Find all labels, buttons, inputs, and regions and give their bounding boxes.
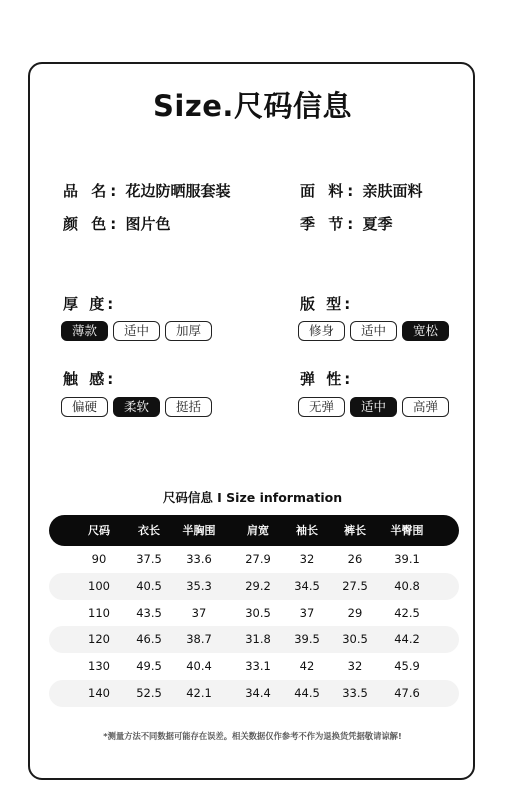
- size-table-cell: 52.5: [136, 685, 162, 700]
- size-table-cell: 100: [88, 578, 110, 593]
- info-season: [300, 213, 392, 234]
- info-name-value: 花边防晒服套装: [125, 182, 231, 200]
- elasticity-option: 高弹: [402, 397, 449, 417]
- info-fabric: [300, 180, 422, 201]
- thickness-option: 适中: [113, 321, 160, 341]
- size-table-cell: 47.6: [394, 685, 420, 700]
- size-table-cell: 42: [299, 659, 315, 674]
- elasticity-option: 无弹: [298, 397, 345, 417]
- size-table-cell: 42.1: [186, 685, 212, 700]
- info-season-value: 夏季: [362, 215, 393, 233]
- info-color-key: 颜 色:: [63, 215, 121, 233]
- size-table-cell: 33.6: [186, 552, 212, 566]
- size-table-header: [49, 515, 459, 546]
- elasticity-option-selected: 适中: [350, 397, 397, 417]
- fit-label: 版 型:: [300, 295, 354, 313]
- size-table-cell: 31.8: [245, 632, 271, 647]
- info-fabric-value: 亲肤面料: [362, 182, 423, 200]
- size-table-header-cell: 裤长: [344, 524, 366, 537]
- elasticity-label: 弹 性:: [300, 370, 354, 388]
- info-color-value: 图片色: [125, 215, 171, 233]
- size-table-cell: 40.8: [394, 578, 420, 593]
- size-table-row: [49, 680, 459, 707]
- size-table-header-cell: 肩宽: [247, 524, 269, 537]
- size-table-cell: 29: [347, 605, 363, 620]
- size-table-body: [49, 546, 459, 707]
- feel-option: 挺括: [165, 397, 212, 417]
- size-table-cell: 32: [347, 659, 363, 674]
- page-title: Size.尺码信息: [153, 89, 352, 123]
- fit-option: 修身: [298, 321, 345, 341]
- feel-option-selected: 柔软: [113, 397, 160, 417]
- size-table-row: [49, 546, 459, 573]
- size-table-row: [49, 573, 459, 600]
- size-table-cell: 26: [347, 552, 363, 566]
- size-table-cell: 42.5: [394, 605, 420, 620]
- size-table-cell: 27.9: [245, 552, 271, 566]
- size-table-cell: 39.5: [294, 632, 320, 647]
- fit-options: [298, 321, 449, 341]
- size-table-cell: 120: [88, 632, 110, 647]
- info-fabric-key: 面 料:: [300, 182, 358, 200]
- size-table-header-cell: 衣长: [138, 524, 160, 537]
- feel-options: [61, 397, 212, 417]
- size-table-cell: 140: [88, 685, 110, 700]
- size-table-cell: 39.1: [394, 552, 420, 566]
- elasticity-options: [298, 397, 449, 417]
- fit-option: 适中: [350, 321, 397, 341]
- info-season-key: 季 节:: [300, 215, 358, 233]
- size-table-cell: 33.5: [342, 685, 368, 700]
- info-name: [63, 180, 230, 201]
- size-table-cell: 130: [88, 659, 110, 674]
- thickness-label: 厚 度:: [63, 295, 117, 313]
- size-table-cell: 30.5: [245, 605, 271, 620]
- size-table-cell: 34.5: [294, 578, 320, 593]
- measurement-note: *测量方法不同数据可能存在误差。相关数据仅作参考不作为退换货凭据敬请谅解!: [103, 731, 402, 741]
- size-table-cell: 35.3: [186, 578, 212, 593]
- thickness-option: 加厚: [165, 321, 212, 341]
- size-table-cell: 37.5: [136, 552, 162, 566]
- size-table-row: [49, 653, 459, 680]
- size-table-cell: 27.5: [342, 578, 368, 593]
- size-table-cell: 44.5: [294, 685, 320, 700]
- size-table-cell: 33.1: [245, 659, 271, 674]
- size-table-header-cell: 袖长: [296, 524, 318, 537]
- size-table-cell: 29.2: [245, 578, 271, 593]
- size-table-cell: 46.5: [136, 632, 162, 647]
- size-table-cell: 34.4: [245, 685, 271, 700]
- size-table-row: [49, 600, 459, 627]
- size-table-cell: 40.5: [136, 578, 162, 593]
- size-table-cell: 110: [88, 605, 110, 620]
- size-table-title: 尺码信息 I Size information: [162, 490, 343, 505]
- feel-option: 偏硬: [61, 397, 108, 417]
- size-table-cell: 30.5: [342, 632, 368, 647]
- feel-label: 触 感:: [63, 370, 117, 388]
- size-table-cell: 40.4: [186, 659, 212, 674]
- size-table-cell: 32: [299, 552, 315, 566]
- info-color: [63, 213, 170, 234]
- size-table-cell: 45.9: [394, 659, 420, 674]
- fit-option-selected: 宽松: [402, 321, 449, 341]
- size-table-row: [49, 626, 459, 653]
- size-table-header-cell: 尺码: [88, 524, 110, 537]
- thickness-options: [61, 321, 212, 341]
- info-name-key: 品 名:: [63, 182, 121, 200]
- size-table-cell: 37: [191, 605, 207, 620]
- size-table-cell: 44.2: [394, 632, 420, 647]
- thickness-option-selected: 薄款: [61, 321, 108, 341]
- size-table-cell: 38.7: [186, 632, 212, 647]
- size-table-header-cell: 半臀围: [390, 524, 424, 537]
- size-table-cell: 90: [91, 552, 107, 566]
- size-table-cell: 37: [299, 605, 315, 620]
- size-table-header-cell: 半胸围: [182, 524, 216, 537]
- size-table-cell: 49.5: [136, 659, 162, 674]
- size-table-cell: 43.5: [136, 605, 162, 620]
